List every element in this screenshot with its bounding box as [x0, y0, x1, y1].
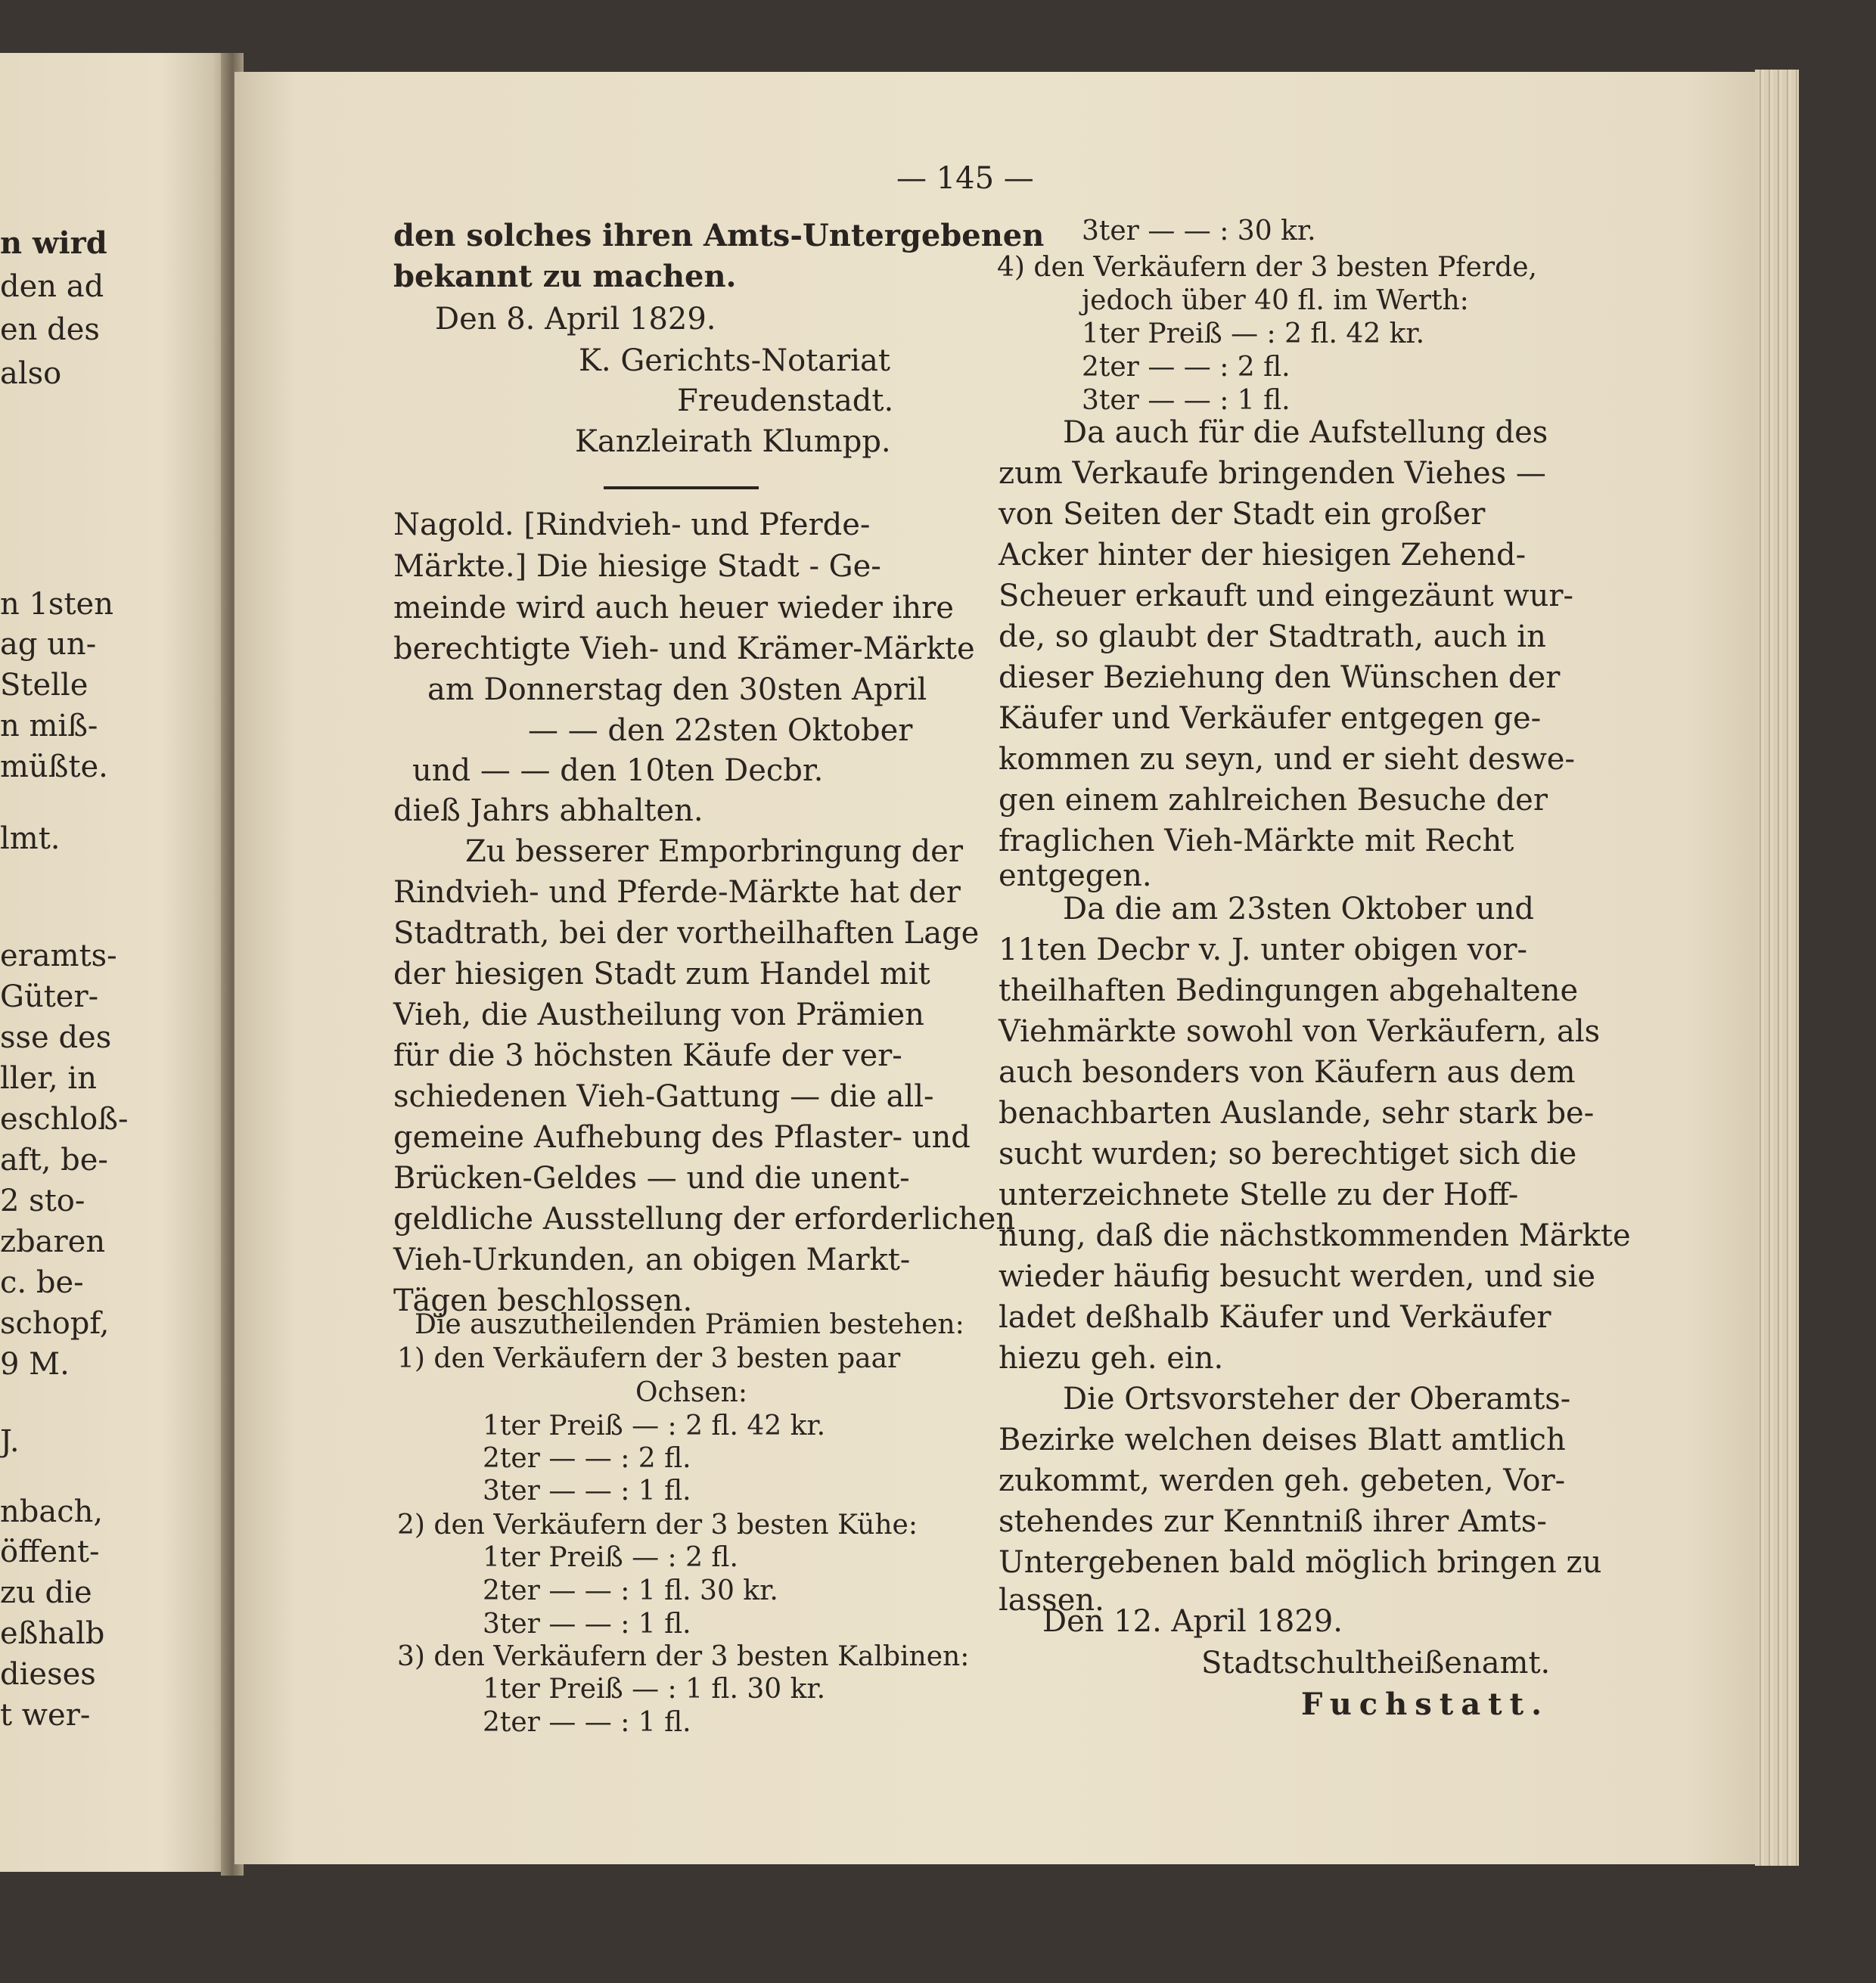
left-fragment: zu die — [0, 1575, 92, 1610]
left-fragment: en des — [0, 312, 100, 347]
left-fragment: dieses — [0, 1657, 96, 1692]
premium-category: 3) den Verkäufern der 3 besten Kalbinen: — [397, 1641, 970, 1672]
left-fragment: müßte. — [0, 749, 108, 784]
left-fragment: den ad — [0, 269, 104, 304]
left-fragment: schopf, — [0, 1306, 110, 1341]
premium-category: 4) den Verkäufern der 3 besten Pferde, — [997, 252, 1537, 283]
notice-line: hiezu geh. ein. — [999, 1341, 1224, 1376]
notice-line: stehendes zur Kenntniß ihrer Amts- — [999, 1504, 1547, 1539]
notice-line: entgegen. — [999, 858, 1152, 893]
notice-signature: Kanzleirath Klumpp. — [575, 424, 891, 459]
notice-line: zukommt, werden geh. gebeten, Vor- — [999, 1463, 1566, 1498]
notice-line: schiedenen Vieh-Gattung — die all- — [393, 1079, 934, 1114]
notice-line: Vieh, die Austheilung von Prämien — [393, 998, 924, 1032]
notice-line: unterzeichnete Stelle zu der Hoff- — [999, 1178, 1519, 1212]
left-fragment: eschloß- — [0, 1102, 129, 1137]
left-fragment: n miß- — [0, 709, 98, 743]
left-fragment: J. — [0, 1424, 20, 1459]
premium-row: 2ter — — : 2 fl. — [1082, 352, 1291, 383]
notice-line: am Donnerstag den 30sten April — [427, 672, 927, 707]
left-fragment: n 1sten — [0, 587, 113, 622]
premium-category: jedoch über 40 fl. im Werth: — [1082, 285, 1469, 316]
notice-line: Die Ortsvorsteher der Oberamts- — [1063, 1382, 1571, 1417]
notice-line: dieser Beziehung den Wünschen der — [999, 660, 1561, 695]
notice-line: zum Verkaufe bringenden Viehes — — [999, 456, 1546, 491]
notice-line: Untergebenen bald möglich bringen zu — [999, 1545, 1602, 1580]
notice-line: den solches ihren Amts-Untergebenen — [393, 218, 1045, 253]
left-fragment: eßhalb — [0, 1616, 105, 1651]
notice-line: Viehmärkte sowohl von Verkäufern, als — [999, 1014, 1601, 1049]
notice-line: Acker hinter der hiesigen Zehend- — [999, 538, 1527, 573]
left-fragment: Güter- — [0, 979, 99, 1014]
page-edges — [1755, 70, 1799, 1866]
notice-line: Scheuer erkauft und eingezäunt wur- — [999, 579, 1573, 613]
notice-line: von Seiten der Stadt ein großer — [999, 497, 1486, 532]
left-fragment: c. be- — [0, 1265, 84, 1300]
premium-row: 2ter — — : 1 fl. 30 kr. — [483, 1575, 778, 1606]
notice-line: berechtigte Vieh- und Krämer-Märkte — [393, 632, 975, 666]
notice-heading: Nagold. [Rindvieh- und Pferde- — [393, 507, 871, 542]
notice-line: geldliche Ausstellung der erforderlichen — [393, 1202, 1016, 1237]
notice-line: sucht wurden; so berechtiget sich die — [999, 1137, 1577, 1171]
premium-row: 1ter Preiß — : 1 fl. 30 kr. — [483, 1674, 826, 1705]
left-fragment: 2 sto- — [0, 1184, 85, 1218]
left-fragment: nbach, — [0, 1494, 104, 1529]
page-number: — 145 — — [896, 161, 1034, 196]
left-fragment: aft, be- — [0, 1143, 108, 1178]
left-fragment: ag un- — [0, 627, 97, 662]
notice-line: meinde wird auch heuer wieder ihre — [393, 591, 954, 625]
left-fragment: Stelle — [0, 668, 89, 703]
left-fragment: eramts- — [0, 939, 117, 973]
notice-line: Da auch für die Aufstellung des — [1063, 415, 1548, 450]
notice-line: für die 3 höchsten Käufe der ver- — [393, 1038, 902, 1073]
notice-line: Zu besserer Emporbringung der — [465, 834, 963, 869]
notice-line: benachbarten Auslande, sehr stark be- — [999, 1096, 1595, 1131]
left-fragment: ller, in — [0, 1061, 97, 1096]
notice-line: bekannt zu machen. — [393, 259, 737, 294]
left-fragment: sse des — [0, 1020, 112, 1055]
notice-line: theilhaften Bedingungen abgehaltene — [999, 973, 1579, 1008]
left-fragment: 9 M. — [0, 1347, 70, 1382]
premium-row: 1ter Preiß — : 2 fl. 42 kr. — [1082, 318, 1425, 349]
notice-line: Brücken-Geldes — und die unent- — [393, 1161, 910, 1196]
notice-line: gemeine Aufhebung des Pflaster- und — [393, 1120, 971, 1155]
premium-row: 2ter — — : 1 fl. — [483, 1707, 691, 1738]
premium-row: 1ter Preiß — : 2 fl. 42 kr. — [483, 1410, 826, 1441]
notice-office: Stadtschultheißenamt. — [1201, 1646, 1551, 1680]
notice-line: Tägen beschlossen. — [393, 1283, 693, 1318]
notice-line: ladet deßhalb Käufer und Verkäufer — [999, 1300, 1551, 1335]
notice-line: de, so glaubt der Stadtrath, auch in — [999, 619, 1546, 654]
notice-line: gen einem zahlreichen Besuche der — [999, 783, 1548, 818]
notice-line: Bezirke welchen deises Blatt amtlich — [999, 1423, 1566, 1457]
notice-line: lassen. — [999, 1583, 1104, 1618]
premium-row: 3ter — — : 1 fl. — [483, 1609, 691, 1640]
notice-line: — — den 22sten Oktober — [528, 713, 913, 748]
premium-row: 2ter — — : 2 fl. — [483, 1443, 691, 1474]
premium-row: 3ter — — : 30 kr. — [1082, 216, 1316, 247]
premium-category: 1) den Verkäufern der 3 besten paar — [397, 1343, 901, 1374]
notice-line: Rindvieh- und Pferde-Märkte hat der — [393, 875, 961, 910]
premium-row: 1ter Preiß — : 2 fl. — [483, 1542, 738, 1573]
notice-date: Den 12. April 1829. — [1042, 1604, 1343, 1639]
left-fragment: n wird — [0, 225, 107, 261]
notice-line: dieß Jahrs abhalten. — [393, 793, 704, 828]
notice-signature: Fuchstatt. — [1301, 1687, 1550, 1722]
notice-line: nung, daß die nächstkommenden Märkte — [999, 1218, 1631, 1253]
notice-line: und — — den 10ten Decbr. — [412, 753, 824, 788]
notice-line: der hiesigen Stadt zum Handel mit — [393, 957, 930, 991]
premium-category: Ochsen: — [635, 1377, 747, 1408]
premium-row: 3ter — — : 1 fl. — [483, 1476, 691, 1507]
notice-line: auch besonders von Käufern aus dem — [999, 1055, 1576, 1090]
left-page — [0, 53, 231, 1872]
premium-intro: Die auszutheilenden Prämien bestehen: — [415, 1309, 964, 1340]
notice-line: Stadtrath, bei der vortheilhaften Lage — [393, 916, 980, 951]
left-fragment: also — [0, 356, 62, 391]
premium-row: 3ter — — : 1 fl. — [1082, 385, 1291, 416]
notice-line: Märkte.] Die hiesige Stadt - Ge- — [393, 549, 881, 584]
notice-place: Freudenstadt. — [677, 383, 894, 418]
left-fragment: öffent- — [0, 1535, 100, 1569]
premium-category: 2) den Verkäufern der 3 besten Kühe: — [397, 1510, 918, 1541]
notice-line: fraglichen Vieh-Märkte mit Recht — [999, 824, 1514, 858]
notice-line: Da die am 23sten Oktober und — [1063, 892, 1534, 926]
notice-line: wieder häufig besucht werden, und sie — [999, 1259, 1596, 1294]
notice-office: K. Gerichts-Notariat — [579, 343, 890, 378]
notice-line: Käufer und Verkäufer entgegen ge- — [999, 701, 1542, 736]
left-fragment: t wer- — [0, 1698, 91, 1733]
notice-line: 11ten Decbr v. J. unter obigen vor- — [999, 933, 1528, 967]
section-divider — [604, 486, 759, 489]
left-fragment: zbaren — [0, 1224, 106, 1259]
left-fragment: lmt. — [0, 821, 61, 856]
notice-date: Den 8. April 1829. — [435, 302, 716, 337]
notice-line: Vieh-Urkunden, an obigen Markt- — [393, 1243, 911, 1277]
notice-line: kommen zu seyn, und er sieht deswe- — [999, 742, 1575, 777]
